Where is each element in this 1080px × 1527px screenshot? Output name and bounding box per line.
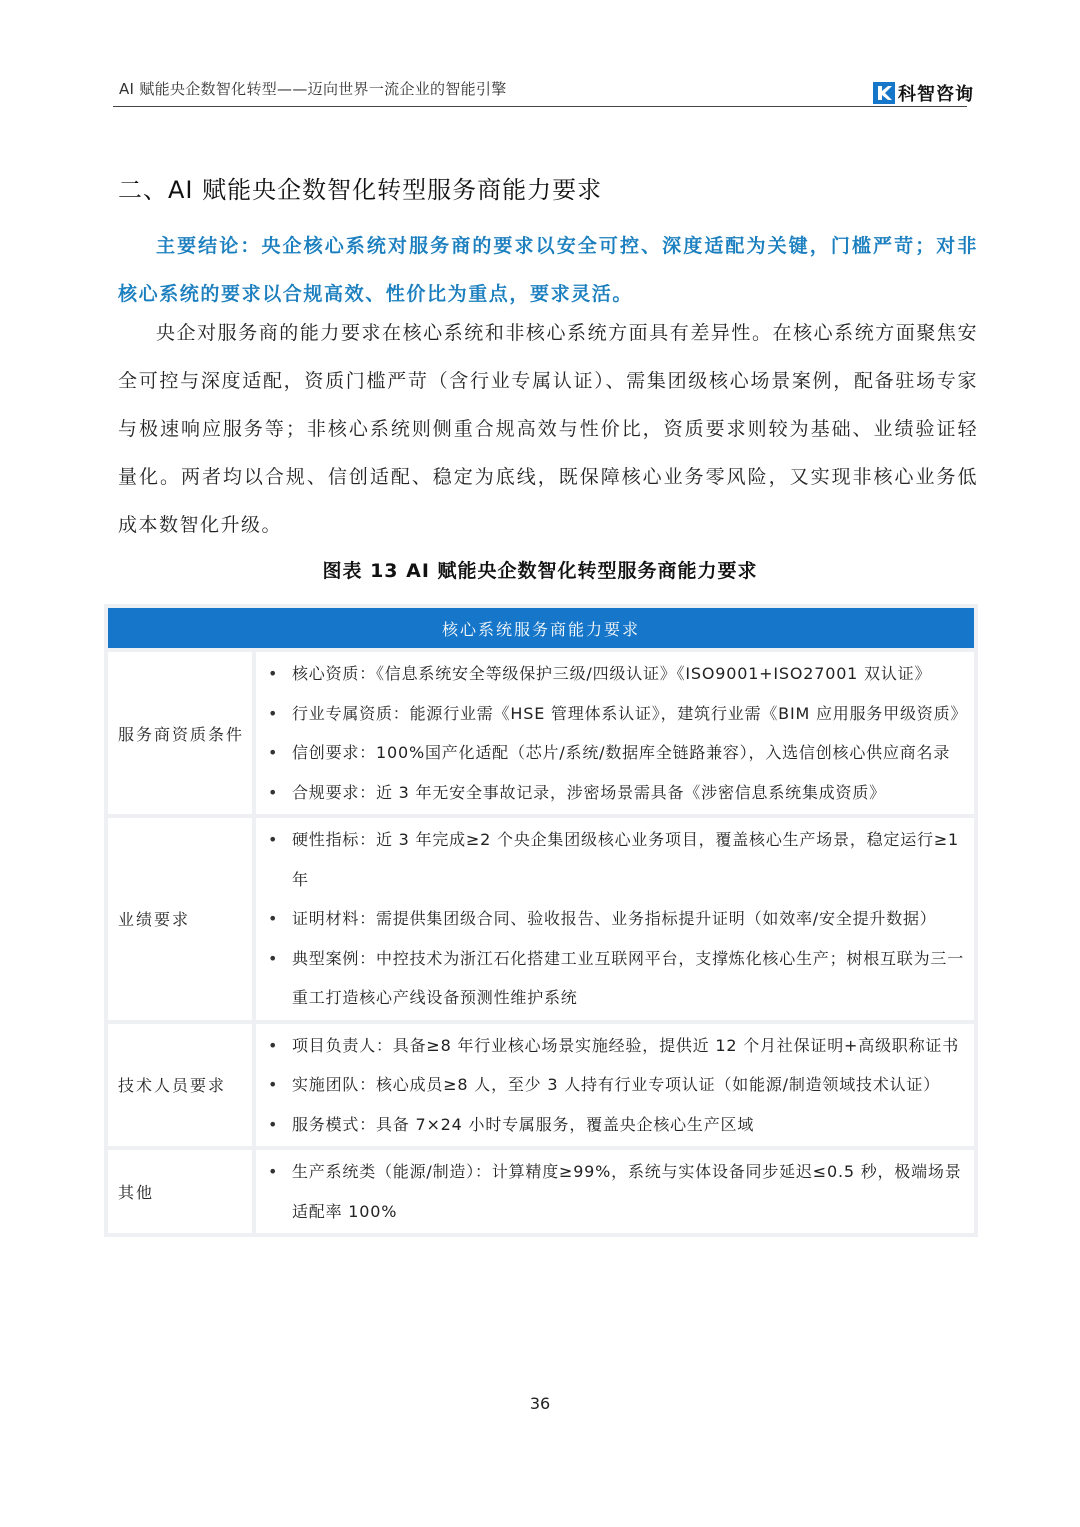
logo-text: 科智咨询 [898,84,974,105]
running-header: AI 赋能央企数智化转型——迈向世界一流企业的智能引擎 [119,80,507,98]
table-row [108,652,974,814]
table-header: 核心系统服务商能力要求 [108,608,974,648]
list-item: • 合规要求：近 3 年无安全事故记录，涉密场景需具备《涉密信息系统集成资质》 [266,773,966,813]
list-item: • 典型案例：中控技术为浙江石化搭建工业互联网平台，支撑炼化核心生产；树根互联为三一重工打造核心产线设备预测性维护系统 [266,939,966,1018]
row-items [256,1024,974,1147]
row-items [256,818,974,1020]
row-category: 技术人员要求 [108,1024,252,1147]
table-row [108,1150,974,1233]
section-title: 二、AI 赋能央企数智化转型服务商能力要求 [118,176,603,204]
row-category: 其他 [108,1150,252,1233]
list-item: • 项目负责人：具备≥8 年行业核心场景实施经验，提供近 12 个月社保证明+高级职称证书 [266,1026,966,1066]
list-item: • 证明材料：需提供集团级合同、验收报告、业务指标提升证明（如效率/安全提升数据） [266,899,966,939]
body-paragraph: 央企对服务商的能力要求在核心系统和非核心系统方面具有差异性。在核心系统方面聚焦安全可控与深度适配，资质门槛严苛（含行业专属认证）、需集团级核心场景案例，配备驻场专家与极速响应服务等；非核心系统则侧重合规高效与性价比，资质要求则较为基础、业绩验证轻量化。两者均以合规、信创适配、稳定为底线，既保障核心业务零风险，又实现非核心业务低成本数智化升级。 [118,322,978,536]
figure-caption: 图表 13 AI 赋能央企数智化转型服务商能力要求 [322,560,758,582]
list-item: • 硬性指标：近 3 年完成≥2 个央企集团级核心业务项目，覆盖核心生产场景，稳定运行≥1 年 [266,820,966,899]
header-divider [113,106,967,107]
main-conclusion: 主要结论：央企核心系统对服务商的要求以安全可控、深度适配为关键，门槛严苛；对非核心系统的要求以合规高效、性价比为重点，要求灵活。 [118,235,978,305]
list-item: • 服务模式：具备 7×24 小时专属服务，覆盖央企核心生产区域 [266,1105,966,1145]
list-item: • 信创要求：100%国产化适配（芯片/系统/数据库全链路兼容），入选信创核心供应商名录 [266,733,966,773]
page-number: 36 [529,1394,551,1413]
list-item: • 生产系统类（能源/制造）：计算精度≥99%，系统与实体设备同步延迟≤0.5 秒，极端场景适配率 100% [266,1152,966,1231]
table-header-row [108,608,974,648]
list-item: • 实施团队：核心成员≥8 人，至少 3 人持有行业专项认证（如能源/制造领域技术认证） [266,1065,966,1105]
row-items [256,1150,974,1233]
row-items [256,652,974,814]
company-logo [873,80,974,106]
table-row [108,818,974,1020]
table-row [108,1024,974,1147]
list-item: • 行业专属资质：能源行业需《HSE 管理体系认证》，建筑行业需《BIM 应用服务甲级资质》 [266,694,966,734]
logo-icon [873,82,895,104]
row-category: 业绩要求 [108,818,252,1020]
list-item: • 核心资质：《信息系统安全等级保护三级/四级认证》《ISO9001+ISO27001 双认证》 [266,654,966,694]
row-category: 服务商资质条件 [108,652,252,814]
requirements-table [104,604,978,1237]
